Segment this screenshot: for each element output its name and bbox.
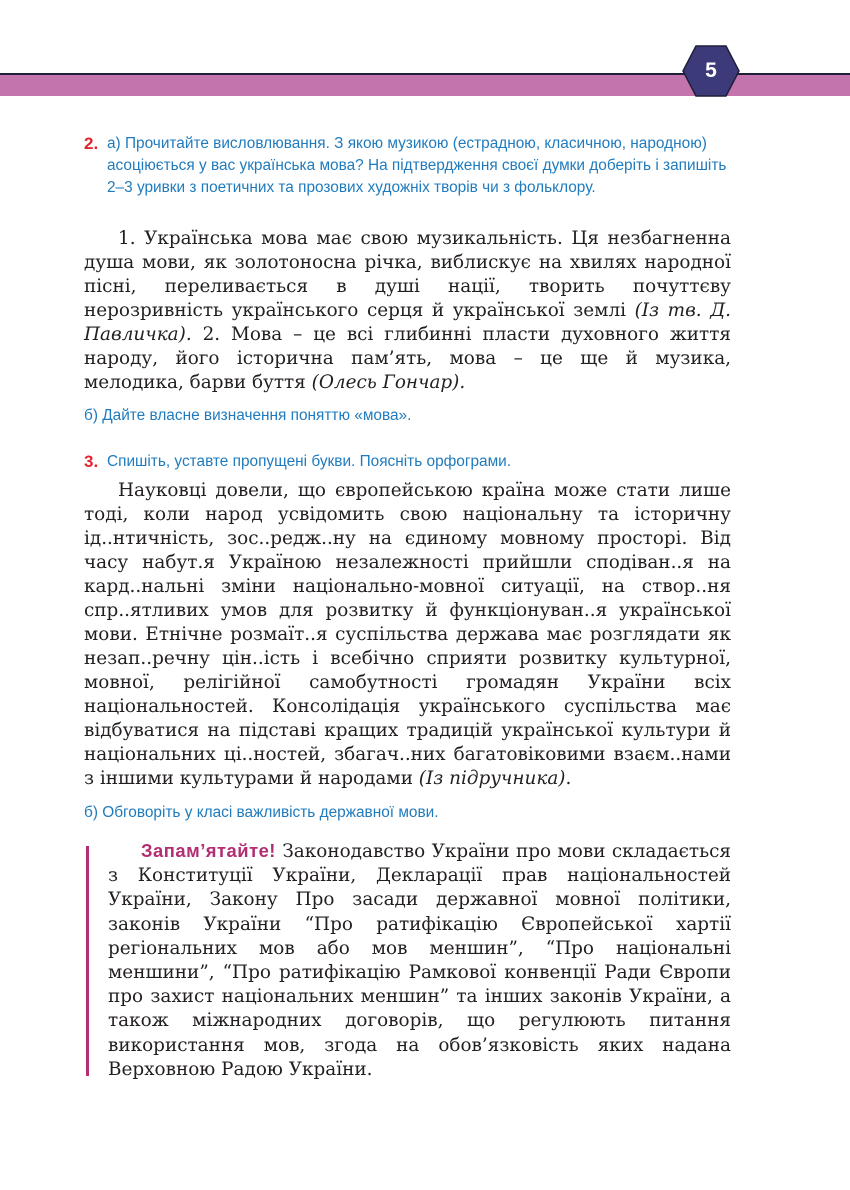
passage-text: 1. Українська мова має свою музикальність. Ця незбагненна душа мови, як золотоносна річка, виблискує на хвилях народної пісні, переливається в душі нації, творить почуттєву нерозривність українського серця й української землі	[84, 228, 731, 321]
memo-keyword: Запам’ятайте!	[141, 840, 276, 861]
memo-box	[108, 839, 731, 1082]
passage-end: .	[565, 768, 572, 789]
memo-accent-bar	[86, 846, 89, 1076]
page-number-badge	[682, 45, 740, 97]
task-3-part-b	[84, 802, 732, 824]
task-text: Спишіть, уставте пропущені букви. Поясніть орфограми.	[107, 453, 512, 470]
task-text: а) Прочитайте висловлювання. З якою музикою (естрадною, класичною, народною) асоціюється у вас українська мова? На підтвердження своєї думки доберіть і запишіть 2–3 уривки з поетичних та прозових художніх творів чи з фольклору.	[107, 135, 727, 196]
passage-source: (Із підручника)	[418, 768, 566, 789]
task-text: б) Обговоріть у класі важливість державної мови.	[84, 804, 439, 821]
task-number: 2.	[84, 134, 99, 153]
task-2-part-a	[84, 133, 732, 199]
memo-text: Законодавство України про мови складається з Конституції України, Декларації прав національностей України, Закону Про засади державної мовної політики, законів України “Про ратифікацію Європейської хартії регіональних мов або мов меншин”, “Про національні меншини”, “Про ратифікацію Рамкової конвенції Ради Європи про захист національних меншин” та інших законів України, а також міжнародних договорів, що регулюють питання використання мов, згода на обов’язковість яких надана Верховною Радою України.	[108, 841, 731, 1080]
page-number: 5	[705, 59, 717, 82]
passage-source: (Із тв. Д. Павличка).	[84, 300, 731, 345]
task-3-passage	[84, 479, 731, 791]
task-2-passage	[84, 227, 731, 395]
passage-text: 2. Мова – це всі глибинні пласти духовного життя народу, його історична пам’ять, мова – це ще й музика, мелодика, барви буття	[84, 324, 731, 393]
task-text: б) Дайте власне визначення поняттю «мова».	[84, 407, 412, 424]
passage-source: (Олесь Гончар).	[311, 372, 466, 393]
task-number: 3.	[84, 452, 99, 471]
task-2-part-b	[84, 405, 732, 427]
task-3-instruction	[84, 451, 732, 473]
passage-text: Науковці довели, що європейською країна може стати лише тоді, коли народ усвідомить свою національну та історичну ід..нтичність, зос..редж..ну на єдиному мовному просторі. Від часу набут.я Україною незалежності прийшли сподіван..я на кард..нальні зміни національно-мовної ситуації, на створ..ня спр..ятливих умов для розвитку й функціонуван..я української мови. Етнічне розмаїт..я суспільства держава має розглядати як незап..речну цін..ість і всебічно сприяти розвитку культурної, мовної, релігійної самобутності громадян України всіх національностей. Консолідація українського суспільства має відбуватися на підставі кращих традицій української культури й національних ці..ностей, збагач..них багатовіковими взаєм..нами з іншими культурами й народами	[84, 480, 731, 789]
